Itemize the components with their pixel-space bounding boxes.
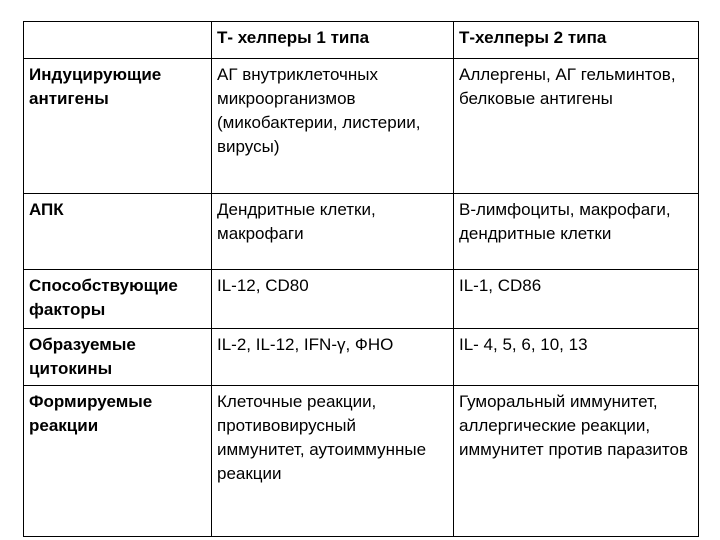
table-row	[24, 59, 699, 194]
row-label: Индуцирующие антигены	[24, 59, 212, 194]
row-th1-value: Дендритные клетки, макрофаги	[212, 194, 454, 270]
row-th2-value: Аллергены, АГ гельминтов, белковые антигены	[454, 59, 699, 194]
header-corner-cell	[24, 22, 212, 59]
row-th2-value: Гуморальный иммунитет, аллергические реакции, иммунитет против паразитов	[454, 386, 699, 537]
row-th2-value: В-лимфоциты, макрофаги, дендритные клетки	[454, 194, 699, 270]
row-label: Образуемые цитокины	[24, 329, 212, 386]
row-th1-value: IL-12, CD80	[212, 270, 454, 329]
row-th1-value: IL-2, IL-12, IFN-γ, ФНО	[212, 329, 454, 386]
row-th1-value: Клеточные реакции, противовирусный иммунитет, аутоиммунные реакции	[212, 386, 454, 537]
header-th2: Т-хелперы 2 типа	[454, 22, 699, 59]
table-header-row	[24, 22, 699, 59]
table-row	[24, 386, 699, 537]
header-th1: Т- хелперы 1 типа	[212, 22, 454, 59]
table-row	[24, 194, 699, 270]
row-label: Формируемые реакции	[24, 386, 212, 537]
row-label: АПК	[24, 194, 212, 270]
row-label: Способствующие факторы	[24, 270, 212, 329]
row-th2-value: IL- 4, 5, 6, 10, 13	[454, 329, 699, 386]
comparison-table	[23, 21, 699, 537]
row-th2-value: IL-1, CD86	[454, 270, 699, 329]
table-row	[24, 270, 699, 329]
table-row	[24, 329, 699, 386]
row-th1-value: АГ внутриклеточных микроорганизмов (микобактерии, листерии, вирусы)	[212, 59, 454, 194]
